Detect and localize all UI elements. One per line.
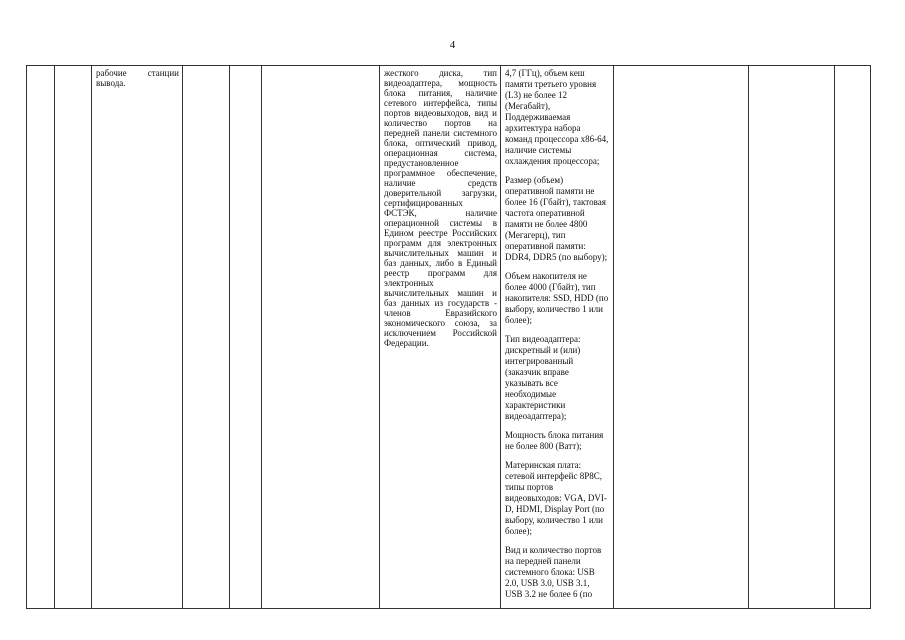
table-cell-1 [27,66,55,609]
requirement-video: Тип видеоадаптера: дискретный и (или) интегрированный (заказчик вправе указывать все необходимые характеристики видеоадаптера); [505,334,581,421]
requirement-ram: Размер (объем) оперативной памяти не более 16 (Гбайт), тактовая частота оперативной памяти не более 4800 (Мегагерц), тип оперативной памяти: DDR4, DDR5 (по выбору); [505,175,608,262]
cell-text-characteristics: жесткого диска, тип видеоадаптера, мощность блока питания, наличие сетевого интерфейса, типы портов видеовыходов, вид и количество портов на передней панели системного блока, оптический привод, операционная система, предустановленное программное обеспечение, наличие средств доверительной загрузки, сертифицированных ФСТЭК, наличие операционной системы в Едином реестре Российских программ для электронных вычислительных машин и баз данных, либо в Единый реестр программ для электронных вычислительных машин и баз данных из государств - членов Евразийского экономического союза, за исключением Российской Федерации. [384,68,497,348]
requirement-storage: Объем накопителя не более 4000 (Гбайт), тип накопителя: SSD, HDD (по выбору, количество 1 или более); [505,271,609,325]
table-cell-4 [183,66,230,609]
table-cell-2 [55,66,92,609]
table-cell-6 [262,66,380,609]
table-cell-7 [380,66,501,609]
table-row [27,66,871,609]
requirement-motherboard: Материнская плата: сетевой интерфейс 8P8C, типы портов видеовыходов: VGA, DVI-D, HDMI, Display Port (по выбору, количество 1 или более); [505,460,607,536]
requirement-psu: Мощность блока питания не более 800 (Ватт); [505,430,604,451]
requirements-table [26,65,871,609]
cell-text-workstation: рабочие станции вывода. [96,68,179,88]
page-number: 4 [449,39,456,51]
table-cell-9 [614,66,749,609]
requirement-cpu: 4,7 (ГГц), объем кеш памяти третьего уровня (L3) не более 12 (Мегабайт), Поддерживаемая архитектура набора команд процессора x86-64, наличие системы охлаждения процессора; [505,68,609,166]
requirement-front-ports: Вид и количество портов на передней панели системного блока: USB 2.0, USB 3.0, USB 3.1, USB 3.2 не более 6 (по [505,545,602,599]
table-cell-3 [92,66,183,609]
table-cell-8 [501,66,614,609]
table-cell-5 [230,66,262,609]
table-cell-11 [835,66,871,609]
table-cell-10 [749,66,835,609]
